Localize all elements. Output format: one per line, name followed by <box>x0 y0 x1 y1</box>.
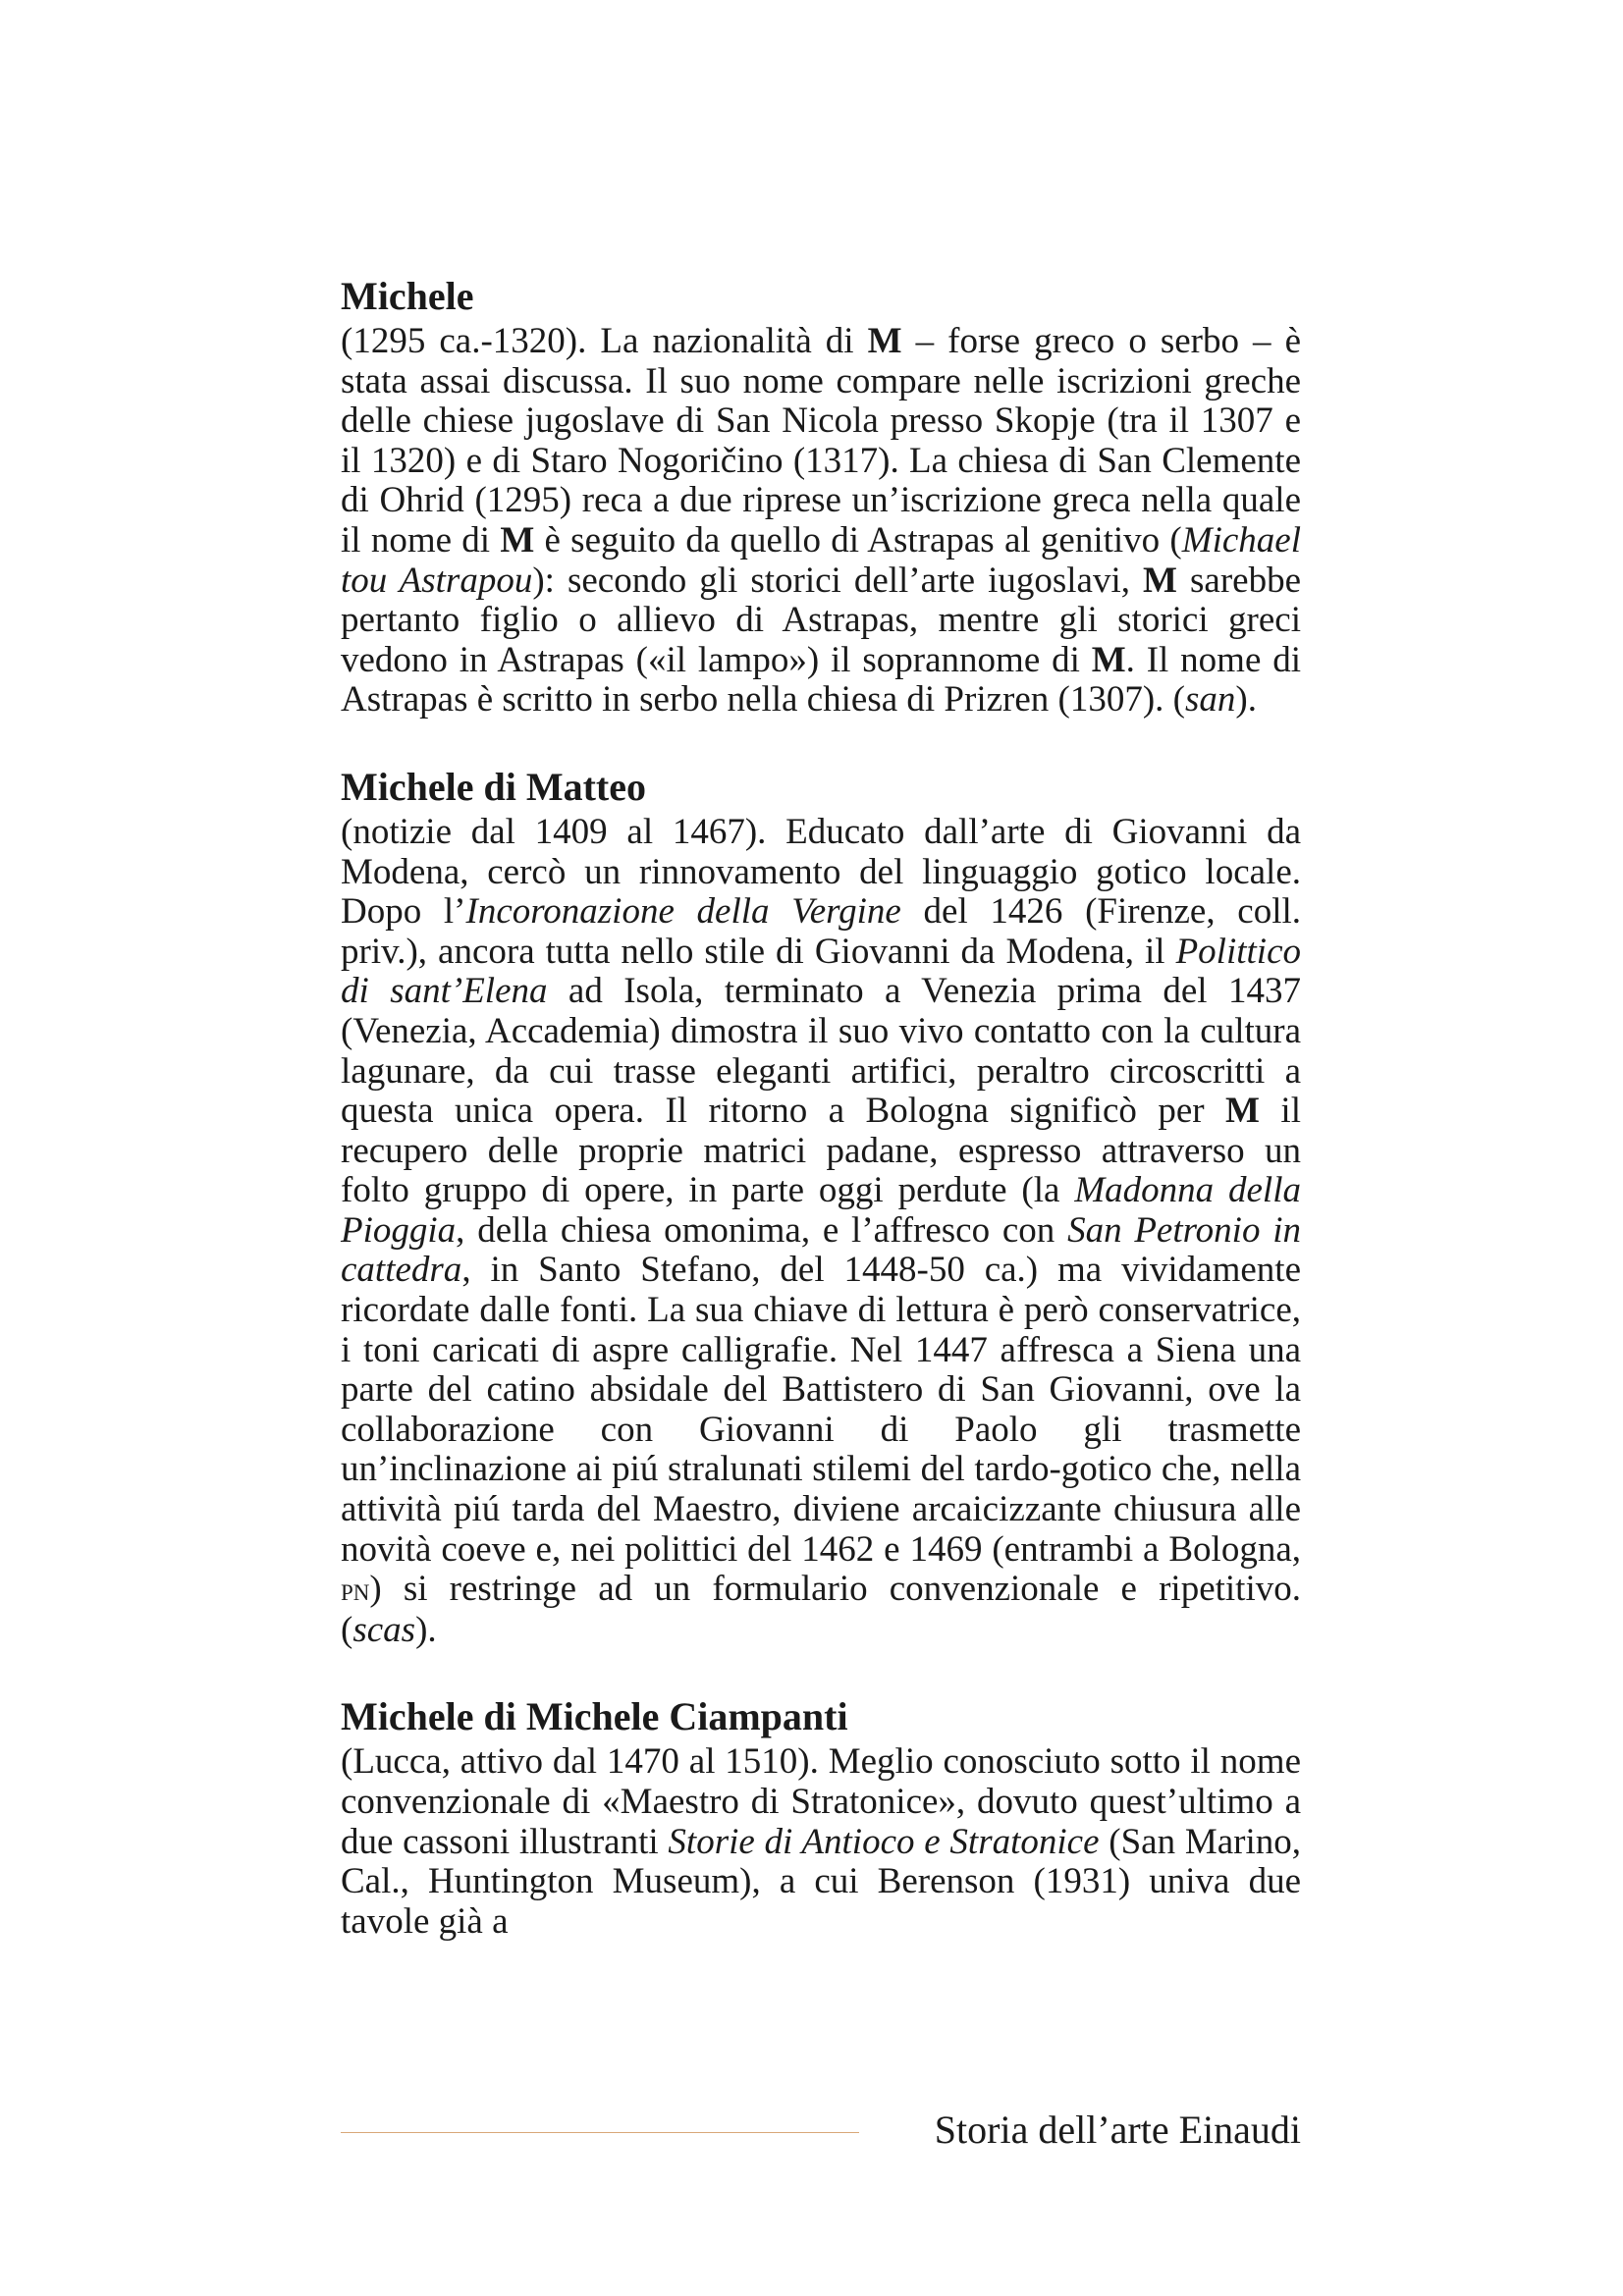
body-text: , in Santo Stefano, del 1448-50 ca.) ma vividamente ricordate dalle fonti. La sua chiave di lettura è però conservatrice, i toni caricati di aspre calligrafie. Nel 1447 affresca a Siena una parte del catino absidale del Battistero di San Giovanni, ove la collaborazione con Giovanni di Paolo gli trasmette un’inclinazione ai piú stralunati stilemi del tardo-gotico che, nella attività piú tarda del Maestro, diviene arcaicizzante chiusura alle novità coeve e, nei polittici del 1462 e 1469 (entrambi a Bologna, <box>341 1250 1301 1570</box>
bold-abbreviation: M <box>1225 1091 1260 1132</box>
entry-body <box>341 322 1301 721</box>
page-content <box>341 273 1301 1985</box>
bold-abbreviation: M <box>867 321 902 361</box>
italic-text: scas <box>352 1609 416 1650</box>
entry-body <box>341 813 1301 1650</box>
body-text: è seguito da quello di Astrapas al genitivo ( <box>534 519 1182 561</box>
body-text: – forse greco o serbo – è stata assai discussa. Il suo nome compare nelle iscrizioni greche delle chiese jugoslave di San Nicola presso Skopje (tra il 1307 e il 1320) e di Staro Nogoričino (1317). La chiesa di San Clemente di Ohrid (1295) reca a due riprese un’iscrizione greca nella quale il nome di <box>341 321 1301 561</box>
body-text: ). <box>1235 679 1257 721</box>
entry-title: Michele di Matteo <box>341 764 646 809</box>
entry-michele <box>341 273 1301 721</box>
bold-abbreviation: M <box>1091 639 1126 680</box>
body-text: sarebbe pertanto figlio o allievo di Astrapas, mentre gli storici greci vedono in Astrapas («il lampo») il soprannome di <box>341 560 1301 680</box>
body-text: (Lucca, attivo dal 1470 al 1510). Meglio conosciuto sotto il nome convenzionale di «Maestro di Stratonice», dovuto quest’ultimo a due cassoni illustranti <box>341 1741 1301 1862</box>
italic-text: Michael tou Astrapou <box>341 519 1301 601</box>
page-footer <box>341 2106 1301 2155</box>
entry-michele-di-matteo <box>341 764 1301 1650</box>
italic-text: San Petronio in cattedra <box>341 1209 1301 1291</box>
entry-title: Michele di Michele Ciampanti <box>341 1694 848 1739</box>
bold-abbreviation: M <box>1143 560 1177 601</box>
body-text: ad Isola, terminato a Venezia prima del 1437 (Venezia, Accademia) dimostra il suo vivo contatto con la cultura lagunare, da cui trasse eleganti artifici, peraltro circoscritti a questa unica opera. Il ritorno a Bologna significò per <box>341 971 1301 1132</box>
body-text: il recupero delle proprie matrici padane, espresso attraverso un folto gruppo di opere, in parte oggi perdute (la <box>341 1091 1301 1211</box>
italic-text: Polittico di sant’Elena <box>341 931 1301 1012</box>
small-caps-text: pn <box>341 1572 370 1609</box>
body-text: del 1426 (Firenze, coll. priv.), ancora tutta nello stile di Giovanni da Modena, il <box>341 891 1301 972</box>
body-text: ) si restringe ad un formulario convenzionale e ripetitivo. ( <box>341 1569 1301 1650</box>
body-text: ): secondo gli storici dell’arte iugoslavi, <box>532 560 1144 601</box>
footer-publication-title: Storia dell’arte Einaudi <box>934 2108 1301 2152</box>
entry-michele-di-michele-ciampanti <box>341 1693 1301 1942</box>
body-text: (1295 ca.-1320). La nazionalità di <box>341 321 868 361</box>
italic-text: Incoronazione della Vergine <box>465 891 901 933</box>
italic-text: Storie di Antioco e Stratonice <box>668 1821 1100 1862</box>
body-text: (San Marino, Cal., Huntington Museum), a cui Berenson (1931) univa due tavole già a <box>341 1821 1301 1942</box>
entry-body <box>341 1742 1301 1942</box>
italic-text: Madonna della Pioggia <box>341 1170 1301 1251</box>
entry-title: Michele <box>341 274 474 318</box>
footer-rule <box>341 2132 859 2133</box>
body-text: ). <box>415 1609 437 1650</box>
bold-abbreviation: M <box>500 519 535 561</box>
body-text: . Il nome di Astrapas è scritto in serbo nella chiesa di Prizren (1307). ( <box>341 639 1301 721</box>
body-text: , della chiesa omonima, e l’affresco con <box>456 1209 1068 1251</box>
body-text: (notizie dal 1409 al 1467). Educato dall’arte di Giovanni da Modena, cercò un rinnovamento del linguaggio gotico locale. Dopo l’ <box>341 811 1301 933</box>
italic-text: san <box>1184 679 1236 721</box>
